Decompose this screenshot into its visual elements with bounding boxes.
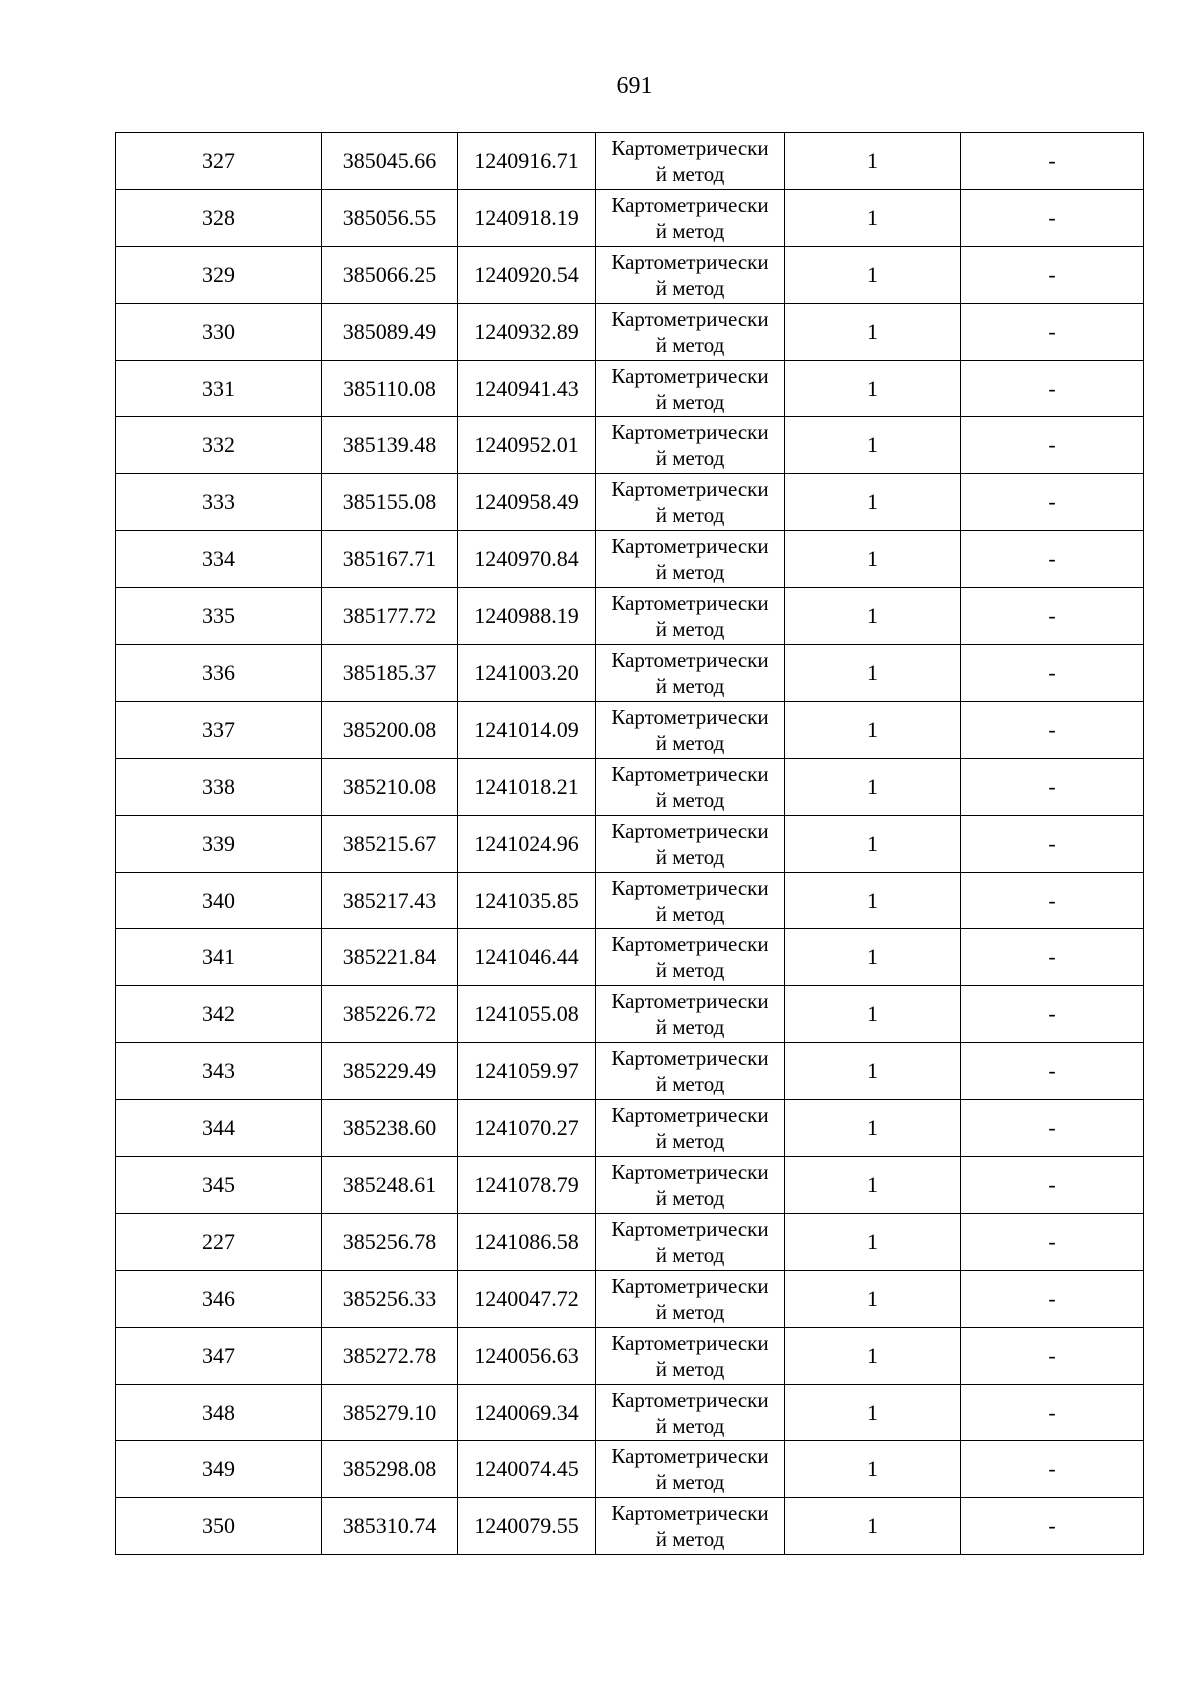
y-coordinate-cell: 1240056.63 [458, 1327, 596, 1384]
method-line: й метод [655, 1470, 725, 1495]
point-number-cell: 340 [116, 872, 322, 929]
point-number-cell: 349 [116, 1441, 322, 1498]
method-line: Картометрически [611, 420, 769, 445]
note-cell: - [961, 1384, 1144, 1441]
accuracy-cell: 1 [785, 815, 961, 872]
x-coordinate-cell: 385248.61 [322, 1157, 458, 1214]
method-cell [596, 1043, 785, 1100]
note-cell: - [961, 929, 1144, 986]
method-line: й метод [655, 730, 725, 755]
note-cell: - [961, 133, 1144, 190]
y-coordinate-cell: 1241086.58 [458, 1213, 596, 1270]
x-coordinate-cell: 385217.43 [322, 872, 458, 929]
point-number-cell: 338 [116, 758, 322, 815]
method-line: Картометрически [611, 363, 769, 388]
point-number-cell: 334 [116, 531, 322, 588]
accuracy-cell: 1 [785, 1157, 961, 1214]
method-line: й метод [655, 673, 725, 698]
table-row [116, 1270, 1144, 1327]
accuracy-cell: 1 [785, 360, 961, 417]
accuracy-cell: 1 [785, 929, 961, 986]
y-coordinate-cell: 1240941.43 [458, 360, 596, 417]
point-number-cell: 331 [116, 360, 322, 417]
point-number-cell: 350 [116, 1498, 322, 1555]
note-cell: - [961, 1441, 1144, 1498]
accuracy-cell: 1 [785, 417, 961, 474]
x-coordinate-cell: 385279.10 [322, 1384, 458, 1441]
note-cell: - [961, 815, 1144, 872]
method-cell [596, 758, 785, 815]
table-row [116, 645, 1144, 702]
point-number-cell: 332 [116, 417, 322, 474]
table-row [116, 1498, 1144, 1555]
note-cell: - [961, 1157, 1144, 1214]
method-cell [596, 1100, 785, 1157]
table-row [116, 588, 1144, 645]
accuracy-cell: 1 [785, 1213, 961, 1270]
method-line: Картометрически [611, 591, 769, 616]
method-line: й метод [655, 503, 725, 528]
point-number-cell: 329 [116, 246, 322, 303]
note-cell: - [961, 1270, 1144, 1327]
note-cell: - [961, 303, 1144, 360]
point-number-cell: 328 [116, 189, 322, 246]
accuracy-cell: 1 [785, 246, 961, 303]
y-coordinate-cell: 1241070.27 [458, 1100, 596, 1157]
x-coordinate-cell: 385256.78 [322, 1213, 458, 1270]
note-cell: - [961, 1043, 1144, 1100]
method-line: й метод [655, 1356, 725, 1381]
method-cell [596, 1498, 785, 1555]
method-line: Картометрически [611, 306, 769, 331]
table-row [116, 986, 1144, 1043]
method-line: й метод [655, 1185, 725, 1210]
accuracy-cell: 1 [785, 1327, 961, 1384]
table-row [116, 360, 1144, 417]
note-cell: - [961, 645, 1144, 702]
method-line: й метод [655, 1129, 725, 1154]
table-row [116, 1100, 1144, 1157]
point-number-cell: 337 [116, 701, 322, 758]
method-line: й метод [655, 901, 725, 926]
point-number-cell: 333 [116, 474, 322, 531]
x-coordinate-cell: 385139.48 [322, 417, 458, 474]
method-cell [596, 360, 785, 417]
y-coordinate-cell: 1240920.54 [458, 246, 596, 303]
point-number-cell: 344 [116, 1100, 322, 1157]
method-cell [596, 986, 785, 1043]
y-coordinate-cell: 1240958.49 [458, 474, 596, 531]
method-line: й метод [655, 1015, 725, 1040]
accuracy-cell: 1 [785, 1270, 961, 1327]
x-coordinate-cell: 385200.08 [322, 701, 458, 758]
x-coordinate-cell: 385066.25 [322, 246, 458, 303]
note-cell: - [961, 986, 1144, 1043]
table-row [116, 758, 1144, 815]
x-coordinate-cell: 385298.08 [322, 1441, 458, 1498]
table-row [116, 531, 1144, 588]
table-row [116, 246, 1144, 303]
method-line: Картометрически [611, 249, 769, 274]
method-line: Картометрически [611, 1501, 769, 1526]
table-row [116, 417, 1144, 474]
method-line: Картометрически [611, 477, 769, 502]
method-line: Картометрически [611, 1159, 769, 1184]
y-coordinate-cell: 1240918.19 [458, 189, 596, 246]
point-number-cell: 345 [116, 1157, 322, 1214]
method-cell [596, 645, 785, 702]
note-cell: - [961, 758, 1144, 815]
x-coordinate-cell: 385177.72 [322, 588, 458, 645]
method-line: й метод [655, 332, 725, 357]
accuracy-cell: 1 [785, 474, 961, 531]
y-coordinate-cell: 1240970.84 [458, 531, 596, 588]
method-line: й метод [655, 1072, 725, 1097]
y-coordinate-cell: 1240047.72 [458, 1270, 596, 1327]
x-coordinate-cell: 385310.74 [322, 1498, 458, 1555]
note-cell: - [961, 360, 1144, 417]
method-line: Картометрически [611, 818, 769, 843]
method-cell [596, 588, 785, 645]
table-row [116, 1384, 1144, 1441]
method-line: й метод [655, 958, 725, 983]
point-number-cell: 336 [116, 645, 322, 702]
note-cell: - [961, 1498, 1144, 1555]
method-line: Картометрически [611, 192, 769, 217]
y-coordinate-cell: 1241024.96 [458, 815, 596, 872]
method-cell [596, 531, 785, 588]
y-coordinate-cell: 1240079.55 [458, 1498, 596, 1555]
method-line: Картометрически [611, 534, 769, 559]
accuracy-cell: 1 [785, 872, 961, 929]
point-number-cell: 343 [116, 1043, 322, 1100]
method-cell [596, 1213, 785, 1270]
accuracy-cell: 1 [785, 133, 961, 190]
table-row [116, 1213, 1144, 1270]
point-number-cell: 342 [116, 986, 322, 1043]
table-row [116, 1441, 1144, 1498]
accuracy-cell: 1 [785, 303, 961, 360]
point-number-cell: 348 [116, 1384, 322, 1441]
y-coordinate-cell: 1241035.85 [458, 872, 596, 929]
table-row [116, 815, 1144, 872]
method-line: й метод [655, 560, 725, 585]
point-number-cell: 347 [116, 1327, 322, 1384]
coordinates-table [115, 132, 1144, 1555]
method-line: Картометрически [611, 1103, 769, 1128]
method-cell [596, 701, 785, 758]
method-line: Картометрически [611, 1330, 769, 1355]
y-coordinate-cell: 1241018.21 [458, 758, 596, 815]
method-line: Картометрически [611, 135, 769, 160]
x-coordinate-cell: 385056.55 [322, 189, 458, 246]
x-coordinate-cell: 385185.37 [322, 645, 458, 702]
method-line: Картометрически [611, 1273, 769, 1298]
point-number-cell: 341 [116, 929, 322, 986]
y-coordinate-cell: 1240952.01 [458, 417, 596, 474]
y-coordinate-cell: 1240069.34 [458, 1384, 596, 1441]
method-cell [596, 872, 785, 929]
table-row [116, 189, 1144, 246]
x-coordinate-cell: 385210.08 [322, 758, 458, 815]
note-cell: - [961, 189, 1144, 246]
method-line: Картометрически [611, 1216, 769, 1241]
note-cell: - [961, 474, 1144, 531]
method-cell [596, 815, 785, 872]
point-number-cell: 330 [116, 303, 322, 360]
method-line: Картометрически [611, 1444, 769, 1469]
note-cell: - [961, 531, 1144, 588]
accuracy-cell: 1 [785, 758, 961, 815]
x-coordinate-cell: 385089.49 [322, 303, 458, 360]
note-cell: - [961, 246, 1144, 303]
y-coordinate-cell: 1241046.44 [458, 929, 596, 986]
note-cell: - [961, 417, 1144, 474]
method-line: й метод [655, 1413, 725, 1438]
note-cell: - [961, 1213, 1144, 1270]
method-line: й метод [655, 389, 725, 414]
point-number-cell: 227 [116, 1213, 322, 1270]
accuracy-cell: 1 [785, 1498, 961, 1555]
coordinates-table-body [116, 133, 1144, 1555]
point-number-cell: 327 [116, 133, 322, 190]
method-line: й метод [655, 446, 725, 471]
method-line: Картометрически [611, 989, 769, 1014]
method-cell [596, 474, 785, 531]
method-line: й метод [655, 218, 725, 243]
method-line: й метод [655, 617, 725, 642]
method-cell [596, 1384, 785, 1441]
x-coordinate-cell: 385167.71 [322, 531, 458, 588]
method-cell [596, 246, 785, 303]
y-coordinate-cell: 1241003.20 [458, 645, 596, 702]
method-line: й метод [655, 1242, 725, 1267]
y-coordinate-cell: 1241059.97 [458, 1043, 596, 1100]
accuracy-cell: 1 [785, 1043, 961, 1100]
x-coordinate-cell: 385229.49 [322, 1043, 458, 1100]
table-row [116, 701, 1144, 758]
method-line: й метод [655, 844, 725, 869]
point-number-cell: 346 [116, 1270, 322, 1327]
y-coordinate-cell: 1241055.08 [458, 986, 596, 1043]
x-coordinate-cell: 385155.08 [322, 474, 458, 531]
method-line: й метод [655, 161, 725, 186]
accuracy-cell: 1 [785, 701, 961, 758]
point-number-cell: 335 [116, 588, 322, 645]
method-line: й метод [655, 787, 725, 812]
note-cell: - [961, 588, 1144, 645]
accuracy-cell: 1 [785, 531, 961, 588]
method-cell [596, 1270, 785, 1327]
x-coordinate-cell: 385110.08 [322, 360, 458, 417]
note-cell: - [961, 1100, 1144, 1157]
x-coordinate-cell: 385045.66 [322, 133, 458, 190]
table-row [116, 929, 1144, 986]
method-line: Картометрически [611, 647, 769, 672]
accuracy-cell: 1 [785, 1384, 961, 1441]
table-row [116, 1157, 1144, 1214]
table-row [116, 133, 1144, 190]
y-coordinate-cell: 1241078.79 [458, 1157, 596, 1214]
method-cell [596, 1327, 785, 1384]
page-number: 691 [616, 73, 653, 99]
accuracy-cell: 1 [785, 1441, 961, 1498]
method-line: й метод [655, 1527, 725, 1552]
method-line: й метод [655, 275, 725, 300]
y-coordinate-cell: 1240916.71 [458, 133, 596, 190]
y-coordinate-cell: 1240074.45 [458, 1441, 596, 1498]
table-row [116, 872, 1144, 929]
method-cell [596, 417, 785, 474]
y-coordinate-cell: 1240932.89 [458, 303, 596, 360]
method-line: Картометрически [611, 1046, 769, 1071]
table-row [116, 1327, 1144, 1384]
method-line: Картометрически [611, 875, 769, 900]
accuracy-cell: 1 [785, 645, 961, 702]
table-row [116, 303, 1144, 360]
x-coordinate-cell: 385238.60 [322, 1100, 458, 1157]
accuracy-cell: 1 [785, 986, 961, 1043]
method-cell [596, 929, 785, 986]
table-row [116, 1043, 1144, 1100]
method-cell [596, 1157, 785, 1214]
x-coordinate-cell: 385215.67 [322, 815, 458, 872]
point-number-cell: 339 [116, 815, 322, 872]
accuracy-cell: 1 [785, 588, 961, 645]
note-cell: - [961, 872, 1144, 929]
table-row [116, 474, 1144, 531]
method-cell [596, 1441, 785, 1498]
x-coordinate-cell: 385226.72 [322, 986, 458, 1043]
accuracy-cell: 1 [785, 189, 961, 246]
method-line: Картометрически [611, 1387, 769, 1412]
accuracy-cell: 1 [785, 1100, 961, 1157]
method-cell [596, 189, 785, 246]
note-cell: - [961, 701, 1144, 758]
x-coordinate-cell: 385272.78 [322, 1327, 458, 1384]
y-coordinate-cell: 1241014.09 [458, 701, 596, 758]
x-coordinate-cell: 385221.84 [322, 929, 458, 986]
method-line: Картометрически [611, 761, 769, 786]
method-line: й метод [655, 1299, 725, 1324]
method-line: Картометрически [611, 932, 769, 957]
note-cell: - [961, 1327, 1144, 1384]
method-line: Картометрически [611, 704, 769, 729]
x-coordinate-cell: 385256.33 [322, 1270, 458, 1327]
method-cell [596, 303, 785, 360]
y-coordinate-cell: 1240988.19 [458, 588, 596, 645]
method-cell [596, 133, 785, 190]
